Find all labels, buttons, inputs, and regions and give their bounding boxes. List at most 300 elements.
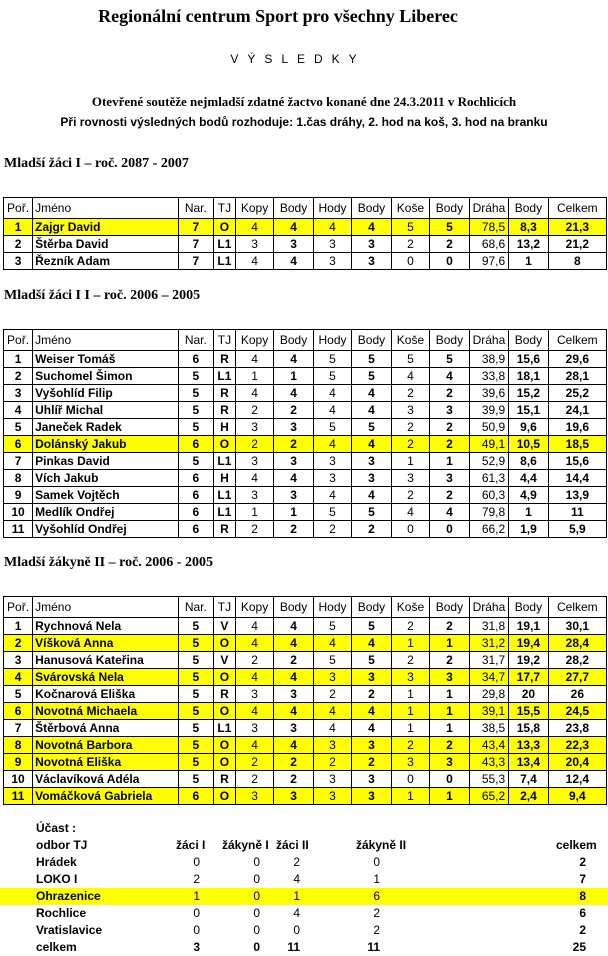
summary-cell-zakyne-2: 2 (373, 906, 380, 920)
cell-total: 22,3 (548, 737, 606, 754)
cell-throws: 2 (313, 754, 351, 771)
cell-kicks: 2 (235, 652, 273, 669)
cell-total: 20,4 (548, 754, 606, 771)
cell-total: 28,4 (548, 635, 606, 652)
cell-name: Vyšohlíd Filip (33, 385, 179, 402)
cell-track-time: 65,2 (469, 788, 509, 805)
column-header-total: Celkem (548, 330, 606, 351)
column-header-throws-points: Body (352, 597, 392, 618)
cell-throws-points: 2 (352, 754, 392, 771)
results-heading: VÝSLEDKY (230, 52, 366, 66)
cell-baskets-points: 3 (430, 470, 470, 487)
summary-cell-tj: Vratislavice (36, 923, 103, 937)
summary-label: Účast : (36, 821, 77, 835)
summary-cell-tj: Rochlice (36, 906, 87, 920)
cell-name: Vomáčková Gabriela (33, 788, 179, 805)
cell-baskets: 5 (391, 351, 429, 368)
cell-rank: 5 (4, 686, 33, 703)
cell-total: 14,4 (548, 470, 606, 487)
cell-club: R (214, 385, 236, 402)
cell-throws-points: 3 (352, 788, 392, 805)
cell-track-time: 43,3 (469, 754, 509, 771)
cell-baskets-points: 4 (430, 504, 470, 521)
summary-row (0, 871, 608, 888)
summary-cell-tj: LOKO I (36, 872, 78, 886)
cell-name: Weiser Tomáš (33, 351, 179, 368)
cell-kicks-points: 4 (274, 635, 314, 652)
cell-baskets-points: 3 (430, 754, 470, 771)
cell-kicks: 4 (235, 351, 273, 368)
cell-birth-year: 6 (178, 788, 213, 805)
cell-throws-points: 5 (352, 419, 392, 436)
cell-baskets-points: 2 (430, 487, 470, 504)
column-header-kicks: Kopy (235, 198, 273, 219)
cell-kicks: 4 (235, 219, 273, 236)
cell-rank: 4 (4, 669, 33, 686)
summary-cell-zakyne-2: 1 (373, 872, 380, 886)
summary-cell-zakyne-1: 0 (253, 923, 260, 937)
summary-row (0, 888, 608, 905)
cell-kicks: 2 (235, 771, 273, 788)
cell-throws-points: 3 (352, 453, 392, 470)
cell-baskets: 2 (391, 436, 429, 453)
cell-throws: 3 (313, 470, 351, 487)
column-header-name: Jméno (33, 198, 179, 219)
table-row (4, 754, 607, 771)
cell-name: Svárovská Nela (33, 669, 179, 686)
cell-rank: 10 (4, 504, 33, 521)
cell-total: 18,5 (548, 436, 606, 453)
cell-baskets-points: 2 (430, 737, 470, 754)
column-header-track-points: Body (509, 330, 549, 351)
cell-throws: 4 (313, 720, 351, 737)
cell-birth-year: 5 (178, 635, 213, 652)
cell-baskets: 1 (391, 720, 429, 737)
cell-kicks: 4 (235, 253, 273, 270)
cell-throws: 3 (313, 737, 351, 754)
cell-kicks-points: 2 (274, 402, 314, 419)
cell-kicks-points: 4 (274, 385, 314, 402)
cell-birth-year: 5 (178, 618, 213, 635)
cell-throws: 4 (313, 219, 351, 236)
summary-cell-celkem: 2 (579, 923, 586, 937)
column-header-throws-points: Body (352, 198, 392, 219)
cell-baskets-points: 2 (430, 385, 470, 402)
cell-kicks-points: 4 (274, 703, 314, 720)
cell-throws: 3 (313, 788, 351, 805)
summary-cell-zaci-2: 2 (293, 855, 300, 869)
cell-track-time: 33,8 (469, 368, 509, 385)
summary-cell-tj: Hrádek (36, 855, 77, 869)
summary-cell-zaci-2: 4 (293, 906, 300, 920)
cell-club: O (214, 635, 236, 652)
cell-track-points: 13,3 (509, 737, 549, 754)
cell-throws-points: 4 (352, 436, 392, 453)
cell-track-points: 8,6 (509, 453, 549, 470)
cell-kicks: 3 (235, 236, 273, 253)
cell-kicks-points: 4 (274, 470, 314, 487)
cell-throws: 2 (313, 521, 351, 538)
summary-cell-zaci-2: 4 (293, 872, 300, 886)
table-row (4, 368, 607, 385)
cell-track-points: 10,5 (509, 436, 549, 453)
summary-cell-zakyne-2: 6 (373, 889, 380, 903)
column-header-throws: Hody (313, 198, 351, 219)
results-table-zaci-2 (3, 329, 607, 538)
table-row (4, 686, 607, 703)
cell-track-points: 1 (509, 253, 549, 270)
table-row (4, 453, 607, 470)
table-row (4, 236, 607, 253)
cell-baskets-points: 2 (430, 652, 470, 669)
column-header-track-time: Dráha (469, 198, 509, 219)
cell-club: O (214, 219, 236, 236)
cell-rank: 6 (4, 703, 33, 720)
cell-baskets-points: 2 (430, 618, 470, 635)
cell-baskets: 2 (391, 419, 429, 436)
column-header-track-time: Dráha (469, 597, 509, 618)
cell-track-time: 39,6 (469, 385, 509, 402)
cell-name: Dolánský Jakub (33, 436, 179, 453)
cell-total: 24,1 (548, 402, 606, 419)
cell-baskets-points: 3 (430, 669, 470, 686)
cell-kicks: 4 (235, 669, 273, 686)
cell-club: V (214, 652, 236, 669)
cell-throws-points: 4 (352, 385, 392, 402)
cell-rank: 1 (4, 618, 33, 635)
cell-total: 25,2 (548, 385, 606, 402)
cell-track-points: 18,1 (509, 368, 549, 385)
cell-birth-year: 5 (178, 385, 213, 402)
cell-track-points: 15,6 (509, 351, 549, 368)
cell-track-time: 55,3 (469, 771, 509, 788)
cell-throws: 5 (313, 368, 351, 385)
column-header-baskets-points: Body (430, 330, 470, 351)
results-table-zaci-1 (3, 197, 607, 270)
cell-track-points: 8,3 (509, 219, 549, 236)
cell-baskets: 2 (391, 487, 429, 504)
cell-baskets: 2 (391, 652, 429, 669)
cell-kicks: 4 (235, 737, 273, 754)
cell-rank: 10 (4, 771, 33, 788)
table-row (4, 351, 607, 368)
cell-kicks-points: 4 (274, 618, 314, 635)
cell-total: 26 (548, 686, 606, 703)
cell-track-points: 19,1 (509, 618, 549, 635)
cell-club: O (214, 788, 236, 805)
cell-name: Novotná Michaela (33, 703, 179, 720)
cell-baskets: 3 (391, 754, 429, 771)
section-title-zakyne-2: Mladší žákyně II – roč. 2006 - 2005 (4, 555, 213, 570)
cell-name: Pinkas David (33, 453, 179, 470)
table-row (4, 635, 607, 652)
cell-baskets-points: 1 (430, 703, 470, 720)
cell-club: L1 (214, 236, 236, 253)
table-row (4, 436, 607, 453)
table-row (4, 487, 607, 504)
summary-col-celkem: celkem (556, 838, 597, 852)
table-row (4, 669, 607, 686)
table-header-row (4, 330, 607, 351)
cell-club: H (214, 470, 236, 487)
cell-track-points: 1 (509, 504, 549, 521)
cell-throws-points: 2 (352, 686, 392, 703)
cell-rank: 8 (4, 737, 33, 754)
cell-rank: 5 (4, 419, 33, 436)
cell-track-points: 19,2 (509, 652, 549, 669)
table-row (4, 652, 607, 669)
cell-track-points: 13,2 (509, 236, 549, 253)
cell-track-points: 20 (509, 686, 549, 703)
cell-birth-year: 5 (178, 669, 213, 686)
cell-throws: 3 (313, 669, 351, 686)
cell-track-points: 15,1 (509, 402, 549, 419)
cell-track-time: 61,3 (469, 470, 509, 487)
cell-club: O (214, 703, 236, 720)
cell-club: R (214, 521, 236, 538)
summary-cell-zakyne-2: 0 (373, 855, 380, 869)
summary-cell-zaci-1: 2 (193, 872, 200, 886)
section-title-zaci-1: Mladší žáci I – roč. 2087 - 2007 (4, 156, 189, 171)
cell-track-time: 38,5 (469, 720, 509, 737)
summary-cell-tj: celkem (36, 940, 77, 954)
summary-cell-zakyne-1: 0 (253, 940, 260, 954)
cell-track-points: 4,4 (509, 470, 549, 487)
summary-cell-zaci-1: 0 (193, 855, 200, 869)
cell-birth-year: 5 (178, 419, 213, 436)
summary-cell-tj: Ohrazenice (36, 889, 101, 903)
summary-col-zakyne-2: žákyně II (356, 838, 407, 852)
cell-rank: 9 (4, 754, 33, 771)
table-row (4, 788, 607, 805)
cell-kicks: 2 (235, 754, 273, 771)
summary-cell-celkem: 25 (572, 940, 586, 954)
cell-throws-points: 3 (352, 737, 392, 754)
cell-rank: 2 (4, 635, 33, 652)
cell-baskets: 2 (391, 385, 429, 402)
cell-kicks-points: 4 (274, 219, 314, 236)
cell-track-points: 17,7 (509, 669, 549, 686)
cell-kicks: 4 (235, 618, 273, 635)
cell-throws-points: 3 (352, 669, 392, 686)
cell-track-points: 19,4 (509, 635, 549, 652)
summary-cell-zakyne-2: 11 (367, 940, 380, 954)
cell-baskets-points: 0 (430, 771, 470, 788)
summary-col-zaci-1: žáci I (176, 838, 206, 852)
cell-throws-points: 4 (352, 720, 392, 737)
cell-rank: 11 (4, 521, 33, 538)
cell-name: Víšková Anna (33, 635, 179, 652)
cell-club: L1 (214, 253, 236, 270)
cell-name: Štěrbová Anna (33, 720, 179, 737)
cell-baskets: 0 (391, 521, 429, 538)
cell-track-time: 29,8 (469, 686, 509, 703)
summary-cell-zakyne-1: 0 (253, 855, 260, 869)
cell-track-time: 39,9 (469, 402, 509, 419)
table-header-row (4, 597, 607, 618)
cell-name: Rychnová Nela (33, 618, 179, 635)
cell-throws: 4 (313, 402, 351, 419)
cell-throws-points: 3 (352, 253, 392, 270)
summary-header-row (0, 837, 608, 854)
cell-baskets: 4 (391, 368, 429, 385)
table-row (4, 504, 607, 521)
cell-kicks-points: 4 (274, 737, 314, 754)
column-header-club: TJ (214, 198, 236, 219)
summary-cell-zaci-1: 0 (193, 923, 200, 937)
cell-track-time: 38,9 (469, 351, 509, 368)
cell-track-points: 15,8 (509, 720, 549, 737)
cell-total: 29,6 (548, 351, 606, 368)
cell-club: L1 (214, 368, 236, 385)
cell-birth-year: 5 (178, 737, 213, 754)
table-row (4, 219, 607, 236)
column-header-track-time: Dráha (469, 330, 509, 351)
summary-cell-zaci-2: 0 (293, 923, 300, 937)
summary-cell-celkem: 8 (579, 889, 586, 903)
cell-track-time: 79,8 (469, 504, 509, 521)
cell-throws-points: 4 (352, 635, 392, 652)
table-row (4, 720, 607, 737)
cell-birth-year: 5 (178, 652, 213, 669)
cell-kicks: 4 (235, 703, 273, 720)
column-header-baskets-points: Body (430, 198, 470, 219)
cell-club: R (214, 771, 236, 788)
column-header-baskets: Koše (391, 198, 429, 219)
org-title: Regionální centrum Sport pro všechny Liberec (98, 6, 458, 26)
tiebreak-rule: Při rovnosti výsledných bodů rozhoduje: 1.čas dráhy, 2. hod na koš, 3. hod na branku (60, 115, 548, 129)
cell-throws-points: 4 (352, 219, 392, 236)
table-row (4, 470, 607, 487)
column-header-club: TJ (214, 597, 236, 618)
cell-total: 21,2 (548, 236, 606, 253)
cell-track-time: 39,1 (469, 703, 509, 720)
cell-total: 8 (548, 253, 606, 270)
cell-baskets: 1 (391, 453, 429, 470)
cell-track-points: 15,2 (509, 385, 549, 402)
cell-track-points: 2,4 (509, 788, 549, 805)
cell-club: H (214, 419, 236, 436)
summary-row (0, 922, 608, 939)
column-header-throws-points: Body (352, 330, 392, 351)
cell-rank: 11 (4, 788, 33, 805)
cell-baskets-points: 0 (430, 521, 470, 538)
cell-club: V (214, 618, 236, 635)
cell-name: Medlík Ondřej (33, 504, 179, 521)
cell-kicks-points: 1 (274, 368, 314, 385)
cell-throws: 3 (313, 771, 351, 788)
cell-throws: 4 (313, 385, 351, 402)
cell-kicks-points: 1 (274, 504, 314, 521)
cell-name: Řezník Adam (33, 253, 179, 270)
cell-track-time: 60,3 (469, 487, 509, 504)
cell-rank: 7 (4, 453, 33, 470)
cell-track-time: 66,2 (469, 521, 509, 538)
table-row (4, 385, 607, 402)
cell-total: 13,9 (548, 487, 606, 504)
cell-kicks-points: 3 (274, 419, 314, 436)
cell-rank: 2 (4, 236, 33, 253)
cell-name: Novotná Barbora (33, 737, 179, 754)
cell-throws: 4 (313, 635, 351, 652)
cell-throws: 5 (313, 618, 351, 635)
cell-birth-year: 5 (178, 453, 213, 470)
column-header-baskets-points: Body (430, 597, 470, 618)
cell-throws: 5 (313, 419, 351, 436)
cell-baskets-points: 1 (430, 788, 470, 805)
cell-throws: 4 (313, 703, 351, 720)
cell-baskets-points: 5 (430, 351, 470, 368)
summary-col-tj: odbor TJ (36, 838, 88, 852)
cell-throws: 3 (313, 453, 351, 470)
cell-kicks-points: 2 (274, 521, 314, 538)
summary-row (0, 854, 608, 871)
cell-track-time: 34,7 (469, 669, 509, 686)
cell-throws: 5 (313, 652, 351, 669)
summary-row (0, 905, 608, 922)
summary-cell-zaci-1: 0 (193, 906, 200, 920)
column-header-kicks-points: Body (274, 330, 314, 351)
cell-throws-points: 5 (352, 618, 392, 635)
cell-rank: 1 (4, 351, 33, 368)
cell-track-time: 52,9 (469, 453, 509, 470)
cell-track-time: 31,8 (469, 618, 509, 635)
summary-cell-celkem: 7 (579, 872, 586, 886)
cell-throws-points: 4 (352, 402, 392, 419)
cell-name: Štěrba David (33, 236, 179, 253)
cell-name: Václavíková Adéla (33, 771, 179, 788)
cell-track-time: 31,7 (469, 652, 509, 669)
cell-throws-points: 5 (352, 351, 392, 368)
column-header-kicks: Kopy (235, 597, 273, 618)
cell-throws-points: 5 (352, 368, 392, 385)
cell-rank: 2 (4, 368, 33, 385)
cell-club: R (214, 402, 236, 419)
cell-club: L1 (214, 720, 236, 737)
cell-total: 21,3 (548, 219, 606, 236)
cell-rank: 4 (4, 402, 33, 419)
cell-club: R (214, 686, 236, 703)
cell-baskets-points: 1 (430, 453, 470, 470)
cell-track-points: 4,9 (509, 487, 549, 504)
cell-baskets: 3 (391, 402, 429, 419)
cell-kicks: 4 (235, 470, 273, 487)
cell-baskets-points: 1 (430, 720, 470, 737)
column-header-kicks-points: Body (274, 597, 314, 618)
cell-baskets-points: 1 (430, 635, 470, 652)
cell-baskets: 2 (391, 618, 429, 635)
cell-birth-year: 5 (178, 771, 213, 788)
cell-total: 12,4 (548, 771, 606, 788)
cell-birth-year: 5 (178, 368, 213, 385)
cell-rank: 3 (4, 652, 33, 669)
cell-club: L1 (214, 453, 236, 470)
cell-kicks-points: 2 (274, 436, 314, 453)
cell-total: 15,6 (548, 453, 606, 470)
cell-kicks: 4 (235, 635, 273, 652)
cell-throws: 5 (313, 504, 351, 521)
cell-rank: 6 (4, 436, 33, 453)
column-header-throws: Hody (313, 330, 351, 351)
cell-baskets: 2 (391, 737, 429, 754)
cell-baskets-points: 5 (430, 219, 470, 236)
cell-baskets-points: 2 (430, 419, 470, 436)
summary-cell-zakyne-1: 0 (253, 872, 260, 886)
cell-kicks: 1 (235, 504, 273, 521)
cell-total: 23,8 (548, 720, 606, 737)
cell-baskets: 1 (391, 635, 429, 652)
cell-track-time: 78,5 (469, 219, 509, 236)
